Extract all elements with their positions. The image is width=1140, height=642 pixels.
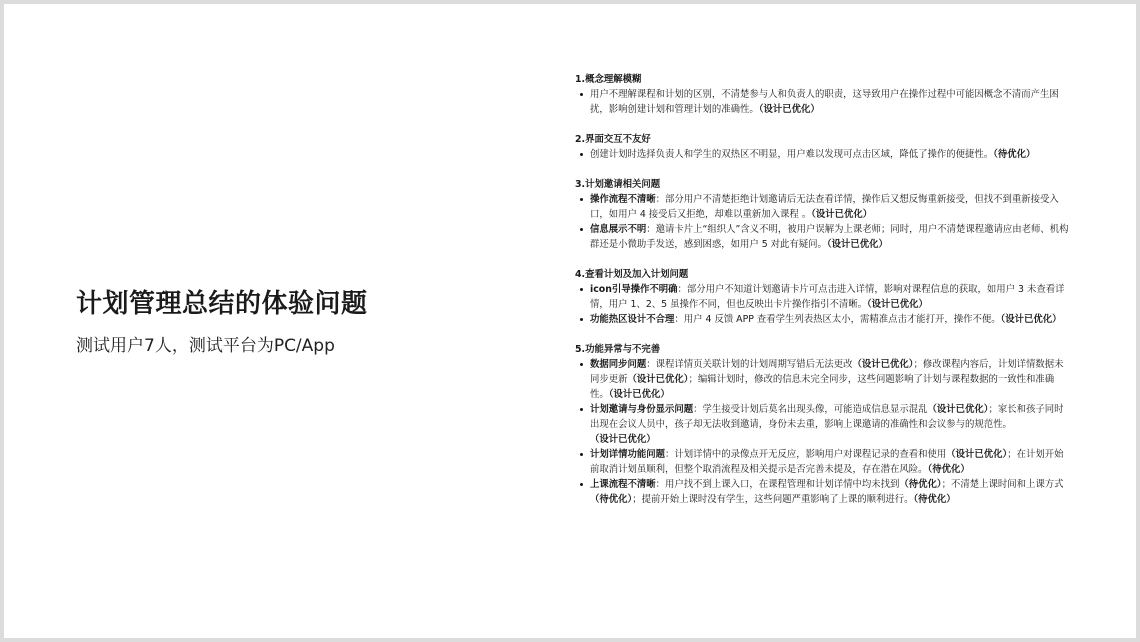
status-tag: （设计已优化） bbox=[590, 434, 656, 445]
section-concept bbox=[575, 72, 1069, 117]
item-text: ：计划详情中的录像点开无反应，影响用户对课程记录的查看和使用 bbox=[665, 449, 947, 460]
list-item bbox=[575, 477, 1069, 507]
list-item bbox=[575, 192, 1069, 222]
slide bbox=[4, 4, 1136, 638]
status-tag: （设计已优化） bbox=[627, 374, 689, 385]
item-text: ：学生接受计划后莫名出现头像，可能造成信息显示混乱 bbox=[693, 404, 928, 415]
list-item bbox=[575, 87, 1069, 117]
section-title: 1.概念理解模糊 bbox=[575, 74, 642, 85]
section-title: 5.功能异常与不完善 bbox=[575, 344, 661, 355]
status-tag: （待优化） bbox=[927, 464, 970, 475]
item-text: ；在计划开始前取消计划虽顺利，但整个取消流程及相关提示是否完善未提及，存在潜在风险。 bbox=[590, 449, 1064, 475]
section-interaction bbox=[575, 132, 1069, 162]
item-text: ：课程详情页关联计划的计划周期写错后无法更改 bbox=[646, 359, 853, 370]
section-function-issues bbox=[575, 342, 1069, 507]
section-title: 3.计划邀请相关问题 bbox=[575, 179, 661, 190]
item-label: 操作流程不清晰 bbox=[590, 194, 656, 205]
status-tag: （设计已优化） bbox=[826, 239, 888, 250]
status-tag: （设计已优化） bbox=[927, 404, 989, 415]
section-title: 4.查看计划及加入计划问题 bbox=[575, 269, 689, 280]
list-item bbox=[575, 402, 1069, 447]
status-tag: （设计已优化） bbox=[608, 389, 670, 400]
list-item bbox=[575, 312, 1069, 327]
list-item bbox=[575, 357, 1069, 402]
status-tag: （设计已优化） bbox=[811, 209, 873, 220]
status-tag: （设计已优化） bbox=[946, 449, 1008, 460]
item-text: 用户不理解课程和计划的区别，不清楚参与人和负责人的职责，这导致用户在操作过程中可能因概念不清而产生困扰，影响创建计划和管理计划的准确性。 bbox=[590, 89, 1059, 115]
item-label: 信息展示不明 bbox=[590, 224, 647, 235]
slide-subtitle: 测试用户7人，测试平台为PC/App bbox=[76, 336, 335, 356]
list-item bbox=[575, 147, 1069, 162]
item-label: icon引导操作不明确 bbox=[590, 284, 678, 295]
status-tag: （待优化） bbox=[590, 494, 633, 505]
list-item bbox=[575, 222, 1069, 252]
list-item bbox=[575, 282, 1069, 312]
section-view-join bbox=[575, 267, 1069, 327]
item-text: ：部分用户不知道计划邀请卡片可点击进入详情，影响对课程信息的获取，如用户 3 未查看详情，用户 1、2、5 虽操作不同，但也反映出卡片操作指引不清晰。 bbox=[590, 284, 1065, 310]
issues-list bbox=[575, 72, 1069, 522]
section-invitation bbox=[575, 177, 1069, 252]
item-text: ；修改课程内容后，计划详情数据未同步更新 bbox=[590, 359, 1064, 385]
item-label: 计划详情功能问题 bbox=[590, 449, 666, 460]
item-label: 数据同步问题 bbox=[590, 359, 647, 370]
list-item bbox=[575, 447, 1069, 477]
item-text: ：邀请卡片上“组织人”含义不明，被用户误解为上课老师；同时，用户不清楚课程邀请应由老师、机构群还是小微助手发送，感到困惑，如用户 5 对此有疑问。 bbox=[590, 224, 1069, 250]
status-tag: （待优化） bbox=[993, 149, 1036, 160]
item-text: ：用户找不到上课入口，在课程管理和计划详情中均未找到 bbox=[655, 479, 900, 490]
item-text: ；编辑计划时，修改的信息未完全同步，这些问题影响了计划与课程数据的一致性和准确性。 bbox=[590, 374, 1055, 400]
section-title: 2.界面交互不友好 bbox=[575, 134, 651, 145]
item-text: ：用户 4 反馈 APP 查看学生列表热区太小，需精准点击才能打开，操作不便。 bbox=[674, 314, 1001, 325]
item-label: 上课流程不清晰 bbox=[590, 479, 656, 490]
status-tag: （设计已优化） bbox=[1000, 314, 1062, 325]
status-tag: （设计已优化） bbox=[852, 359, 914, 370]
item-text: ；家长和孩子同时出现在会议人员中，孩子却无法收到邀请，身份未去重，影响上课邀请的准确性和会议参与的规范性。 bbox=[590, 404, 1064, 430]
status-tag: （待优化） bbox=[899, 479, 942, 490]
item-text: ；不清楚上课时间和上课方式 bbox=[941, 479, 1064, 490]
left-panel bbox=[76, 286, 368, 358]
status-tag: （设计已优化） bbox=[866, 299, 928, 310]
status-tag: （设计已优化） bbox=[758, 104, 820, 115]
item-text: ：部分用户不清楚拒绝计划邀请后无法查看详情，操作后又想反悔重新接受，但找不到重新接受入口，如用户 4 接受后又拒绝，却难以重新加入课程 。 bbox=[590, 194, 1059, 220]
item-label: 功能热区设计不合理 bbox=[590, 314, 675, 325]
item-label: 计划邀请与身份显示问题 bbox=[590, 404, 694, 415]
slide-title: 计划管理总结的体验问题 bbox=[76, 289, 368, 319]
item-text: ；提前开始上课时没有学生，这些问题严重影响了上课的顺利进行。 bbox=[632, 494, 914, 505]
status-tag: （待优化） bbox=[913, 494, 956, 505]
item-text: 创建计划时选择负责人和学生的双热区不明显，用户难以发现可点击区域，降低了操作的便捷性。 bbox=[590, 149, 994, 160]
